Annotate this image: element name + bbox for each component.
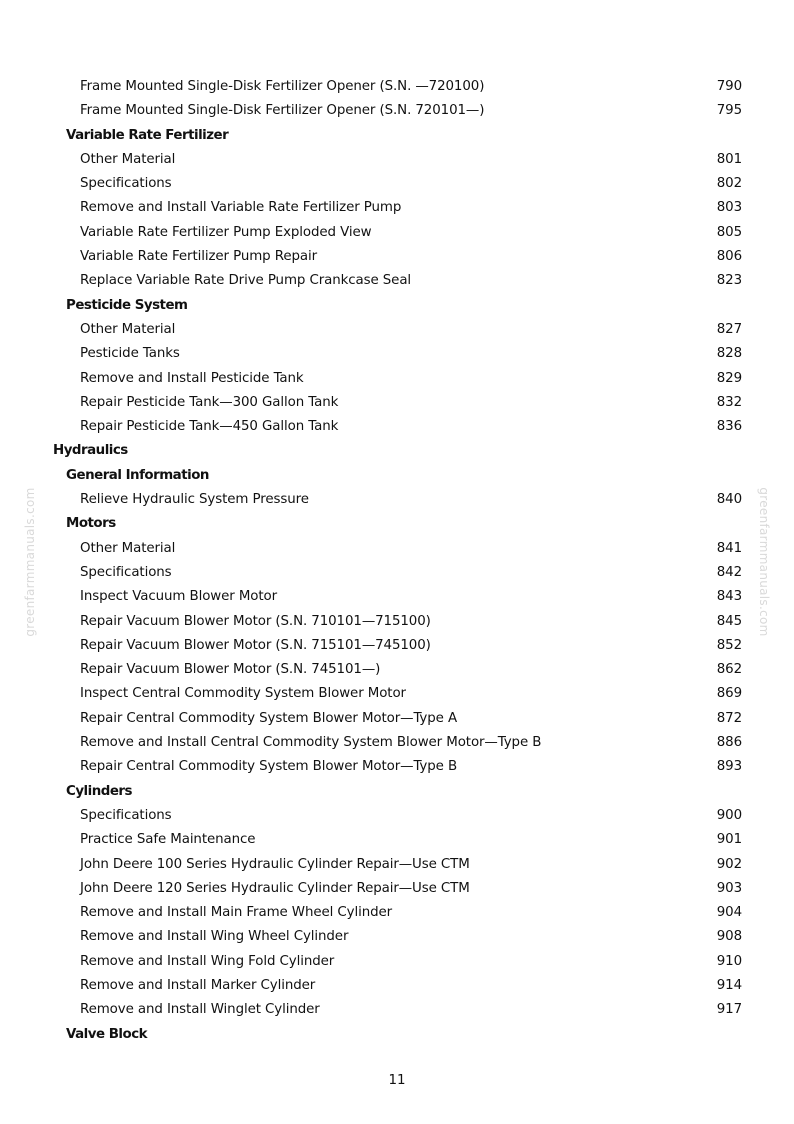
toc-entry-title: Remove and Install Main Frame Wheel Cylinder <box>80 905 393 921</box>
toc-entry-title: Practice Safe Maintenance <box>80 832 256 848</box>
toc-entry-title: Inspect Central Commodity System Blower Motor <box>80 686 406 702</box>
toc-entry-page: 900 <box>716 807 742 823</box>
toc-entry <box>0 731 794 755</box>
toc-entry <box>0 610 794 634</box>
toc-entry-page: 828 <box>716 346 742 362</box>
toc-entry-title: Other Material <box>80 321 176 337</box>
toc-entry-page: 841 <box>716 540 742 556</box>
toc-entry-title: Remove and Install Wing Fold Cylinder <box>80 953 335 969</box>
toc-entry-page: 832 <box>716 394 742 410</box>
toc-entry-title: Cylinders <box>66 783 133 799</box>
toc-entry <box>0 828 794 852</box>
toc-entry-title: Motors <box>66 516 116 532</box>
toc-entry-title: Repair Vacuum Blower Motor (S.N. 710101—715100) <box>80 613 431 629</box>
toc-entry <box>0 172 794 196</box>
toc-entry-title: Relieve Hydraulic System Pressure <box>80 492 309 508</box>
toc-entry-title: Remove and Install Pesticide Tank <box>80 370 304 386</box>
toc-entry <box>0 877 794 901</box>
toc-entry-title: Remove and Install Variable Rate Fertilizer Pump <box>80 200 402 216</box>
toc-entry-page: 852 <box>716 637 742 653</box>
toc-entry-title: Repair Pesticide Tank—300 Gallon Tank <box>80 394 339 410</box>
toc-entry-title: Remove and Install Marker Cylinder <box>80 977 316 993</box>
toc-section-heading <box>0 294 794 318</box>
toc-entry-page: 805 <box>716 224 742 240</box>
toc-entry-title: Variable Rate Fertilizer <box>66 127 229 143</box>
toc-entry-title: Variable Rate Fertilizer Pump Repair <box>80 249 317 265</box>
toc-entry-page: 801 <box>716 151 742 167</box>
toc-entry-page: 836 <box>716 419 742 435</box>
toc-entry <box>0 342 794 366</box>
toc-entry-page: 893 <box>716 759 742 775</box>
toc-entry-title: Remove and Install Wing Wheel Cylinder <box>80 929 349 945</box>
toc-entry-title: Repair Pesticide Tank—450 Gallon Tank <box>80 419 339 435</box>
toc-entry-title: Pesticide System <box>66 297 188 313</box>
toc-entry <box>0 245 794 269</box>
toc-entry <box>0 196 794 220</box>
toc-entry <box>0 804 794 828</box>
toc-entry-title: Remove and Install Winglet Cylinder <box>80 1002 320 1018</box>
toc-entry-title: Repair Vacuum Blower Motor (S.N. 715101—745100) <box>80 637 431 653</box>
toc-entry-title: Frame Mounted Single-Disk Fertilizer Opener (S.N. —720100) <box>80 79 485 94</box>
toc-section-heading <box>0 439 794 463</box>
toc-entry-page: 862 <box>716 662 742 678</box>
toc-entry <box>0 561 794 585</box>
toc-entry <box>0 755 794 779</box>
toc-entry <box>0 901 794 925</box>
toc-entry-title: Pesticide Tanks <box>80 346 180 362</box>
toc-entry-page: 886 <box>716 735 742 751</box>
toc-entry <box>0 537 794 561</box>
toc-entry <box>0 318 794 342</box>
toc-entry-title: Frame Mounted Single-Disk Fertilizer Opener (S.N. 720101—) <box>80 103 485 119</box>
toc-entry-page: 904 <box>716 905 742 921</box>
toc-entry <box>0 415 794 439</box>
toc-entry <box>0 974 794 998</box>
toc-entry <box>0 950 794 974</box>
toc-entry <box>0 585 794 609</box>
toc-entry-page: 795 <box>716 103 742 119</box>
toc-entry <box>0 707 794 731</box>
toc-entry-title: Replace Variable Rate Drive Pump Crankcase Seal <box>80 273 412 289</box>
toc-entry-page: 917 <box>716 1002 742 1018</box>
toc-entry-page: 902 <box>716 856 742 872</box>
toc-entry-page: 910 <box>716 953 742 969</box>
toc-entry-title: Inspect Vacuum Blower Motor <box>80 589 278 605</box>
toc-entry <box>0 488 794 512</box>
toc-section-heading <box>0 780 794 804</box>
toc-section-heading <box>0 124 794 148</box>
toc-entry-page: 869 <box>716 686 742 702</box>
toc-entry <box>0 853 794 877</box>
toc-entry-page: 843 <box>716 589 742 605</box>
toc-entry-page: 908 <box>716 929 742 945</box>
toc-entry-page: 903 <box>716 880 742 896</box>
toc-entry <box>0 148 794 172</box>
toc-entry-title: Variable Rate Fertilizer Pump Exploded View <box>80 224 372 240</box>
watermark-right: greenfarmmanuals.com <box>757 487 771 637</box>
toc-entry-page: 840 <box>716 492 742 508</box>
toc-entry-title: Valve Block <box>66 1026 148 1042</box>
page-number: 11 <box>388 1073 406 1088</box>
toc-entry-title: Repair Central Commodity System Blower Motor—Type A <box>80 710 458 726</box>
toc-section-heading <box>0 512 794 536</box>
toc-entry <box>0 925 794 949</box>
toc-entry-page: 790 <box>716 79 742 94</box>
toc-entry-page: 823 <box>716 273 742 289</box>
toc-entry <box>0 269 794 293</box>
toc-entry-page: 842 <box>716 564 742 580</box>
toc-entry-title: Specifications <box>80 564 172 580</box>
toc-section-heading <box>0 1023 794 1047</box>
toc-entry <box>0 367 794 391</box>
toc-entry-title: Other Material <box>80 151 176 167</box>
toc-entry-page: 802 <box>716 176 742 192</box>
toc-entry-page: 901 <box>716 832 742 848</box>
toc-section-heading <box>0 464 794 488</box>
toc-entry-page: 827 <box>716 321 742 337</box>
toc-entry <box>0 221 794 245</box>
toc-entry-title: Remove and Install Central Commodity System Blower Motor—Type B <box>80 735 542 751</box>
toc-entry-title: Repair Vacuum Blower Motor (S.N. 745101—) <box>80 662 381 678</box>
toc-entry <box>0 682 794 706</box>
toc-entry-page: 914 <box>716 977 742 993</box>
toc-entry-page: 806 <box>716 249 742 265</box>
table-of-contents <box>0 75 794 1047</box>
toc-entry-title: John Deere 100 Series Hydraulic Cylinder Repair—Use CTM <box>80 856 470 872</box>
toc-entry <box>0 75 794 99</box>
toc-entry-title: Other Material <box>80 540 176 556</box>
toc-entry-page: 829 <box>716 370 742 386</box>
toc-entry-title: General Information <box>66 467 209 483</box>
toc-entry <box>0 998 794 1022</box>
toc-entry <box>0 634 794 658</box>
toc-entry-title: Hydraulics <box>53 443 128 459</box>
toc-entry-title: Specifications <box>80 176 172 192</box>
toc-entry-title: Repair Central Commodity System Blower Motor—Type B <box>80 759 458 775</box>
toc-entry <box>0 99 794 123</box>
toc-entry-page: 872 <box>716 710 742 726</box>
toc-entry <box>0 391 794 415</box>
toc-entry <box>0 658 794 682</box>
toc-entry-page: 803 <box>716 200 742 216</box>
toc-entry-page: 845 <box>716 613 742 629</box>
toc-entry-title: John Deere 120 Series Hydraulic Cylinder Repair—Use CTM <box>80 880 470 896</box>
watermark-left: greenfarmmanuals.com <box>23 487 37 637</box>
toc-entry-title: Specifications <box>80 807 172 823</box>
